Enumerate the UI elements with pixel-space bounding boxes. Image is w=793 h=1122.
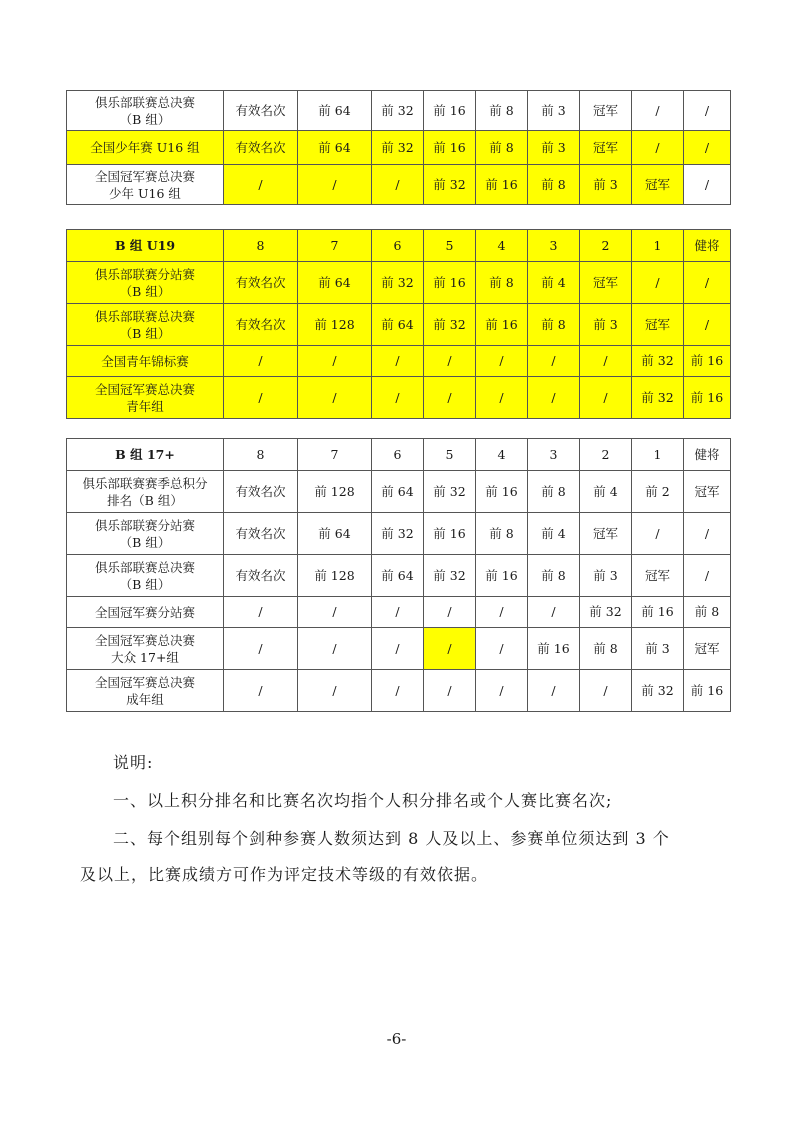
table-cell: 前 32 xyxy=(372,91,424,131)
grade-level-cell: 5 xyxy=(424,439,476,471)
grade-level-cell: 8 xyxy=(224,230,298,262)
table-cell: 前 64 xyxy=(372,304,424,346)
table-cell: / xyxy=(684,513,731,555)
table-cell: / xyxy=(632,131,684,165)
header-row xyxy=(67,439,731,471)
table-cell: 冠军 xyxy=(580,262,632,304)
table-row xyxy=(67,597,731,628)
table-row xyxy=(67,377,731,419)
table-cell: 前 16 xyxy=(684,377,731,419)
table-row xyxy=(67,165,731,205)
grade-table-b-u19 xyxy=(66,229,731,419)
grade-level-cell: 2 xyxy=(580,230,632,262)
table-cell: / xyxy=(224,165,298,205)
table-cell: / xyxy=(528,597,580,628)
table-cell: 冠军 xyxy=(632,304,684,346)
table-cell: 前 16 xyxy=(684,670,731,712)
table-cell: / xyxy=(372,165,424,205)
table-cell: 前 16 xyxy=(528,628,580,670)
table-cell: / xyxy=(424,346,476,377)
table-cell: 冠军 xyxy=(580,513,632,555)
event-name-cell: 全国冠军赛总决赛 大众 17+组 xyxy=(67,628,224,670)
table-cell: 前 64 xyxy=(298,262,372,304)
table-cell: 前 32 xyxy=(424,471,476,513)
table-row xyxy=(67,628,731,670)
event-name-cell: 全国冠军赛分站赛 xyxy=(67,597,224,628)
table-cell: 前 16 xyxy=(476,165,528,205)
table-cell: / xyxy=(298,670,372,712)
table-cell: 冠军 xyxy=(632,555,684,597)
table-cell: 前 16 xyxy=(424,262,476,304)
table-cell: / xyxy=(372,346,424,377)
table-cell: 前 32 xyxy=(424,555,476,597)
table-cell: 前 32 xyxy=(632,377,684,419)
event-name-cell: 全国冠军赛总决赛 青年组 xyxy=(67,377,224,419)
table-cell: / xyxy=(298,165,372,205)
table-cell: 前 4 xyxy=(580,471,632,513)
table-row xyxy=(67,262,731,304)
table-cell: 前 16 xyxy=(476,304,528,346)
page-number: -6- xyxy=(386,1030,407,1048)
table-cell: 前 8 xyxy=(528,555,580,597)
table-cell: / xyxy=(632,513,684,555)
table-cell: / xyxy=(476,597,528,628)
table-cell: 前 16 xyxy=(424,131,476,165)
table-cell: 前 2 xyxy=(632,471,684,513)
notes-item-2: 二、每个组别每个剑种参赛人数须达到 8 人及以上、参赛单位须达到 3 个 xyxy=(113,829,670,848)
table-cell: 前 8 xyxy=(476,513,528,555)
grade-table-u16 xyxy=(66,90,731,205)
table-cell: / xyxy=(298,377,372,419)
table-cell: / xyxy=(424,377,476,419)
table-cell: 前 32 xyxy=(372,513,424,555)
table-cell: / xyxy=(684,304,731,346)
grade-level-cell: 4 xyxy=(476,439,528,471)
table-cell: / xyxy=(298,346,372,377)
grade-level-cell: 3 xyxy=(528,439,580,471)
table-cell: 前 8 xyxy=(684,597,731,628)
table-cell: 前 8 xyxy=(528,165,580,205)
event-name-cell: 俱乐部联赛赛季总积分 排名（B 组） xyxy=(67,471,224,513)
table-row xyxy=(67,131,731,165)
event-name-cell: 全国青年锦标赛 xyxy=(67,346,224,377)
table-cell: 前 16 xyxy=(684,346,731,377)
table-cell: / xyxy=(580,377,632,419)
table-cell: / xyxy=(528,377,580,419)
table-cell: / xyxy=(476,670,528,712)
event-name-cell: 俱乐部联赛分站赛 （B 组） xyxy=(67,513,224,555)
table-cell: 前 32 xyxy=(424,304,476,346)
table-cell: 前 16 xyxy=(424,513,476,555)
table-cell: / xyxy=(424,670,476,712)
grade-level-cell: 7 xyxy=(298,230,372,262)
grade-table-b-17plus xyxy=(66,438,731,712)
header-row xyxy=(67,230,731,262)
table-body xyxy=(67,230,731,419)
grade-level-cell: 健将 xyxy=(684,230,731,262)
table-cell: / xyxy=(528,670,580,712)
table-cell: / xyxy=(684,91,731,131)
table-cell: 有效名次 xyxy=(224,131,298,165)
table-cell: 前 128 xyxy=(298,304,372,346)
table-cell: / xyxy=(528,346,580,377)
table-cell: 前 64 xyxy=(372,555,424,597)
table-cell: 有效名次 xyxy=(224,513,298,555)
table-cell: 前 4 xyxy=(528,513,580,555)
table-cell: 有效名次 xyxy=(224,262,298,304)
table-cell: 前 64 xyxy=(298,131,372,165)
table-cell: / xyxy=(372,377,424,419)
table-body xyxy=(67,439,731,712)
table-cell: 前 4 xyxy=(528,262,580,304)
table-cell: 前 16 xyxy=(424,91,476,131)
table-cell: 前 64 xyxy=(372,471,424,513)
table-cell: 有效名次 xyxy=(224,555,298,597)
table-cell: / xyxy=(476,628,528,670)
table-cell: 前 8 xyxy=(580,628,632,670)
table-row xyxy=(67,513,731,555)
event-name-cell: 全国冠军赛总决赛 少年 U16 组 xyxy=(67,165,224,205)
table-cell: / xyxy=(372,597,424,628)
table-cell: 有效名次 xyxy=(224,471,298,513)
event-name-cell: 全国少年赛 U16 组 xyxy=(67,131,224,165)
group-header-cell: B 组 17+ xyxy=(67,439,224,471)
table-cell: 有效名次 xyxy=(224,304,298,346)
table-cell: / xyxy=(684,165,731,205)
table-cell: 前 16 xyxy=(632,597,684,628)
grade-level-cell: 5 xyxy=(424,230,476,262)
grade-level-cell: 4 xyxy=(476,230,528,262)
table-cell: / xyxy=(224,628,298,670)
grade-level-cell: 3 xyxy=(528,230,580,262)
table-cell: / xyxy=(298,597,372,628)
table-cell: / xyxy=(684,555,731,597)
table-cell: 冠军 xyxy=(580,91,632,131)
table-cell: / xyxy=(476,377,528,419)
grade-level-cell: 6 xyxy=(372,439,424,471)
event-name-cell: 俱乐部联赛总决赛 （B 组） xyxy=(67,304,224,346)
table-cell: / xyxy=(580,670,632,712)
event-name-cell: 俱乐部联赛总决赛 （B 组） xyxy=(67,555,224,597)
table-cell: 前 8 xyxy=(476,91,528,131)
grade-level-cell: 健将 xyxy=(684,439,731,471)
table-cell: 前 16 xyxy=(476,471,528,513)
table-cell: / xyxy=(424,628,476,670)
notes-title: 说明: xyxy=(113,753,154,772)
table-cell: 前 64 xyxy=(298,513,372,555)
table-row xyxy=(67,555,731,597)
table-cell: / xyxy=(224,597,298,628)
grade-level-cell: 8 xyxy=(224,439,298,471)
table-cell: / xyxy=(298,628,372,670)
table-cell: / xyxy=(476,346,528,377)
table-cell: 有效名次 xyxy=(224,91,298,131)
table-cell: 前 8 xyxy=(528,304,580,346)
event-name-cell: 俱乐部联赛分站赛 （B 组） xyxy=(67,262,224,304)
table-row xyxy=(67,346,731,377)
table-cell: 前 32 xyxy=(632,346,684,377)
table-cell: / xyxy=(224,346,298,377)
grade-level-cell: 2 xyxy=(580,439,632,471)
table-cell: 冠军 xyxy=(684,471,731,513)
table-cell: 前 32 xyxy=(372,131,424,165)
table-cell: 前 128 xyxy=(298,555,372,597)
table-cell: / xyxy=(684,262,731,304)
table-row xyxy=(67,304,731,346)
table-cell: / xyxy=(580,346,632,377)
table-cell: 前 3 xyxy=(580,304,632,346)
event-name-cell: 俱乐部联赛总决赛 （B 组） xyxy=(67,91,224,131)
table-cell: / xyxy=(224,377,298,419)
table-row xyxy=(67,670,731,712)
table-cell: 前 3 xyxy=(528,131,580,165)
table-cell: 前 3 xyxy=(580,165,632,205)
group-header-cell: B 组 U19 xyxy=(67,230,224,262)
table-cell: 冠军 xyxy=(632,165,684,205)
grade-level-cell: 6 xyxy=(372,230,424,262)
table-cell: / xyxy=(632,91,684,131)
table-cell: 前 32 xyxy=(424,165,476,205)
table-row xyxy=(67,471,731,513)
event-name-cell: 全国冠军赛总决赛 成年组 xyxy=(67,670,224,712)
table-cell: / xyxy=(424,597,476,628)
table-cell: 前 3 xyxy=(580,555,632,597)
table-cell: 前 8 xyxy=(476,131,528,165)
grade-level-cell: 1 xyxy=(632,230,684,262)
grade-level-cell: 7 xyxy=(298,439,372,471)
table-cell: / xyxy=(684,131,731,165)
table-cell: 前 128 xyxy=(298,471,372,513)
table-cell: / xyxy=(632,262,684,304)
table-cell: 前 32 xyxy=(632,670,684,712)
table-cell: 冠军 xyxy=(684,628,731,670)
grade-level-cell: 1 xyxy=(632,439,684,471)
table-cell: 前 8 xyxy=(476,262,528,304)
table-cell: / xyxy=(372,628,424,670)
table-cell: / xyxy=(224,670,298,712)
table-cell: 冠军 xyxy=(580,131,632,165)
table-cell: / xyxy=(372,670,424,712)
table-cell: 前 3 xyxy=(632,628,684,670)
notes-item-2-continued: 及以上，比赛成绩方可作为评定技术等级的有效依据。 xyxy=(80,865,489,884)
table-cell: 前 32 xyxy=(580,597,632,628)
table-cell: 前 16 xyxy=(476,555,528,597)
table-cell: 前 3 xyxy=(528,91,580,131)
table-cell: 前 8 xyxy=(528,471,580,513)
table-row xyxy=(67,91,731,131)
table-body xyxy=(67,91,731,205)
table-cell: 前 64 xyxy=(298,91,372,131)
notes-item-1: 一、以上积分排名和比赛名次均指个人积分排名或个人赛比赛名次; xyxy=(113,791,613,810)
table-cell: 前 32 xyxy=(372,262,424,304)
